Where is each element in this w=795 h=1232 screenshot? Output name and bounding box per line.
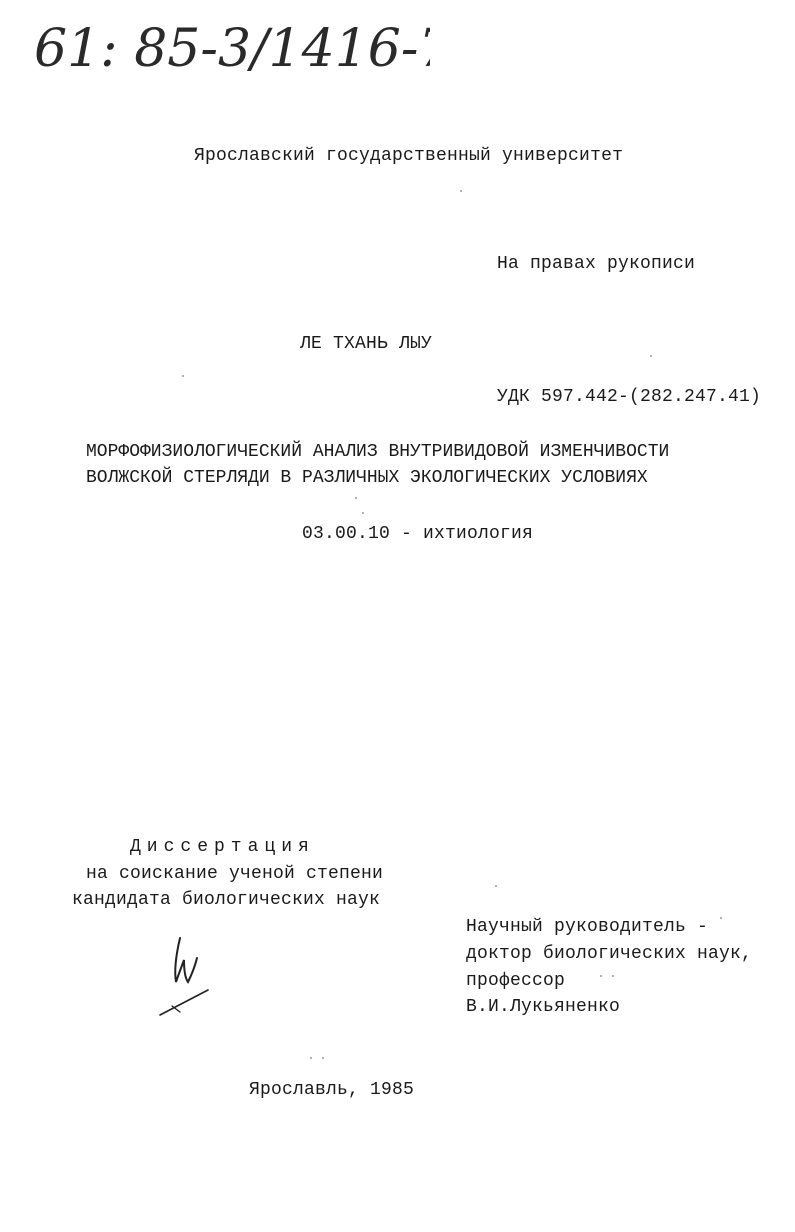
supervisor-degree: доктор биологических наук, <box>466 944 753 964</box>
dissertation-field-line: кандидата биологических наук <box>72 890 381 910</box>
title-line-2: ВОЛЖСКОЙ СТЕРЛЯДИ В РАЗЛИЧНЫХ ЭКОЛОГИЧЕСКИХ УСЛОВИЯХ <box>86 468 648 488</box>
title-line-1: МОРФОФИЗИОЛОГИЧЕСКИЙ АНАЛИЗ ВНУТРИВИДОВОЙ ИЗМЕНЧИВОСТИ <box>86 442 670 462</box>
specialty-code: 03.00.10 - ихтиология <box>302 524 534 544</box>
dissertation-heading: Диссертация <box>130 837 315 857</box>
place-and-year: Ярославль, 1985 <box>249 1080 415 1100</box>
dissertation-degree-line: на соискание ученой степени <box>86 864 384 884</box>
university-name: Ярославский государственный университет <box>194 146 624 166</box>
udc-code: УДК 597.442-(282.247.41) <box>497 387 762 407</box>
supervisor-role: Научный руководитель - <box>466 917 709 937</box>
archive-handwritten-mark <box>30 8 430 88</box>
author-name: ЛЕ ТХАНЬ ЛЫУ <box>300 334 433 354</box>
archive-mark-text: 61: 85-3/1416-7 <box>34 19 430 79</box>
supervisor-title: профессор <box>466 971 566 991</box>
manuscript-note: На правах рукописи <box>497 254 696 274</box>
handwritten-signature <box>150 930 220 1025</box>
supervisor-name: В.И.Лукьяненко <box>466 997 621 1017</box>
